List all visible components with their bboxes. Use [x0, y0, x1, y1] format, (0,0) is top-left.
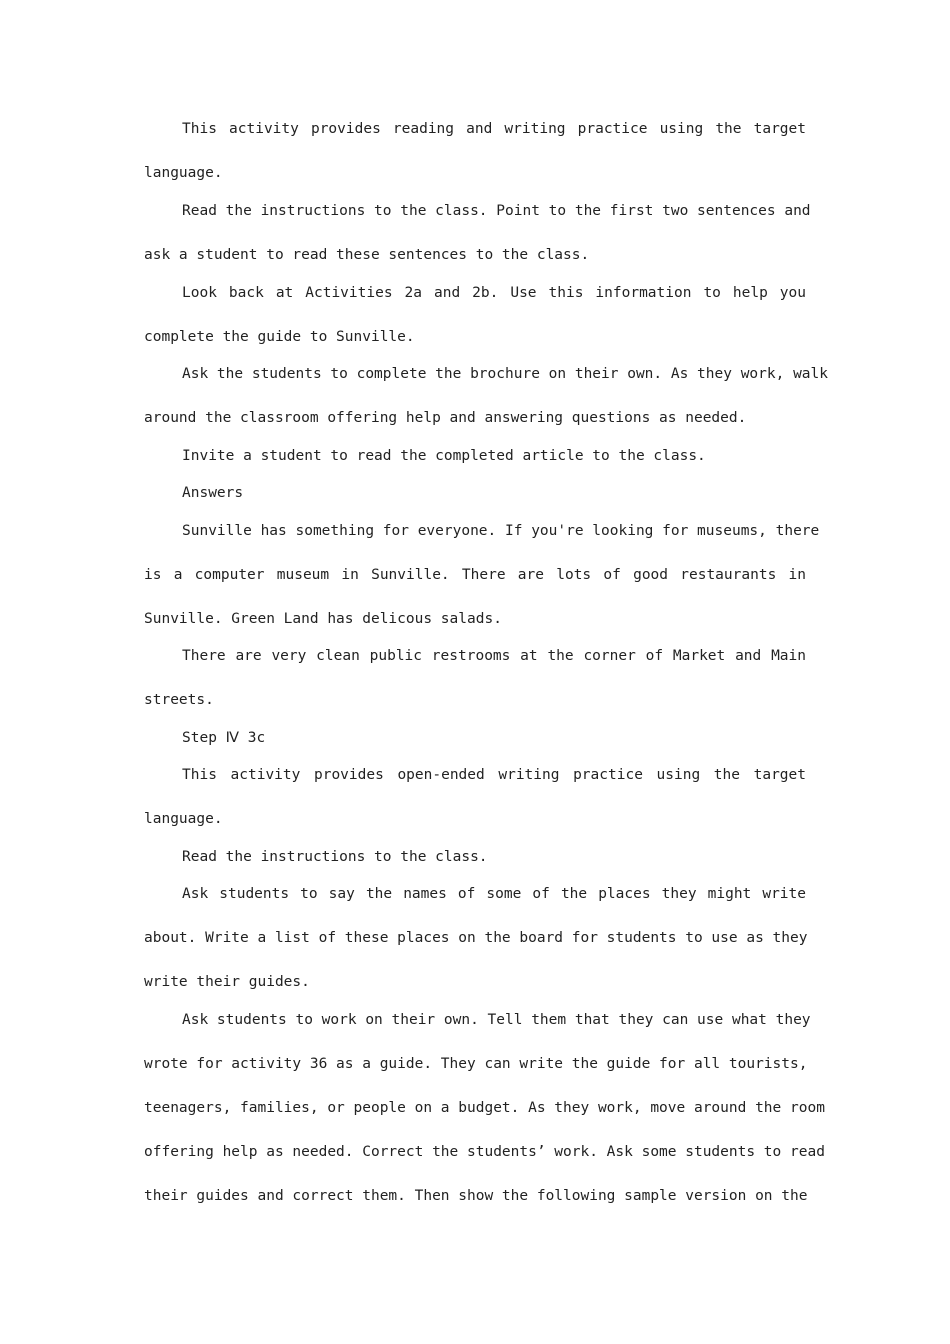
answers-line-1: Sunville has something for everyone. If you're looking for museums, there: [182, 523, 820, 539]
paragraph-1-line-2: language.: [144, 165, 223, 181]
answers-line-4: There are very clean public restrooms at the corner of Market and Main: [182, 648, 806, 664]
paragraph-2-line-1: Read the instructions to the class. Point to the first two sentences and: [182, 203, 811, 219]
paragraph-3-line-2: complete the guide to Sunville.: [144, 329, 415, 345]
paragraph-1-line-1: This activity provides reading and writing practice using the target: [182, 121, 806, 137]
paragraph-6-line-2: language.: [144, 811, 223, 827]
answers-line-5: streets.: [144, 692, 214, 708]
paragraph-3-line-1: Look back at Activities 2a and 2b. Use this information to help you: [182, 285, 806, 301]
step-heading: Step Ⅳ 3c: [182, 730, 266, 746]
paragraph-4-line-1: Ask the students to complete the brochure on their own. As they work, walk: [182, 366, 829, 382]
paragraph-9-line-4: offering help as needed. Correct the students’ work. Ask some students to read: [144, 1144, 825, 1160]
answers-line-3: Sunville. Green Land has delicous salads.: [144, 611, 502, 627]
paragraph-6-line-1: This activity provides open-ended writing practice using the target: [182, 767, 806, 783]
paragraph-9-line-5: their guides and correct them. Then show the following sample version on the: [144, 1188, 808, 1204]
paragraph-8-line-3: write their guides.: [144, 974, 310, 990]
paragraph-9-line-2: wrote for activity 36 as a guide. They can write the guide for all tourists,: [144, 1056, 808, 1072]
paragraph-4-line-2: around the classroom offering help and answering questions as needed.: [144, 410, 747, 426]
paragraph-9-line-3: teenagers, families, or people on a budget. As they work, move around the room: [144, 1100, 825, 1116]
answers-heading: Answers: [182, 485, 244, 501]
paragraph-9-line-1: Ask students to work on their own. Tell them that they can use what they: [182, 1012, 811, 1028]
answers-line-2: is a computer museum in Sunville. There are lots of good restaurants in: [144, 567, 806, 583]
paragraph-5-line-1: Invite a student to read the completed article to the class.: [182, 448, 706, 464]
paragraph-8-line-2: about. Write a list of these places on the board for students to use as they: [144, 930, 808, 946]
paragraph-2-line-2: ask a student to read these sentences to the class.: [144, 247, 590, 263]
paragraph-8-line-1: Ask students to say the names of some of the places they might write: [182, 886, 806, 902]
paragraph-7-line-1: Read the instructions to the class.: [182, 849, 488, 865]
